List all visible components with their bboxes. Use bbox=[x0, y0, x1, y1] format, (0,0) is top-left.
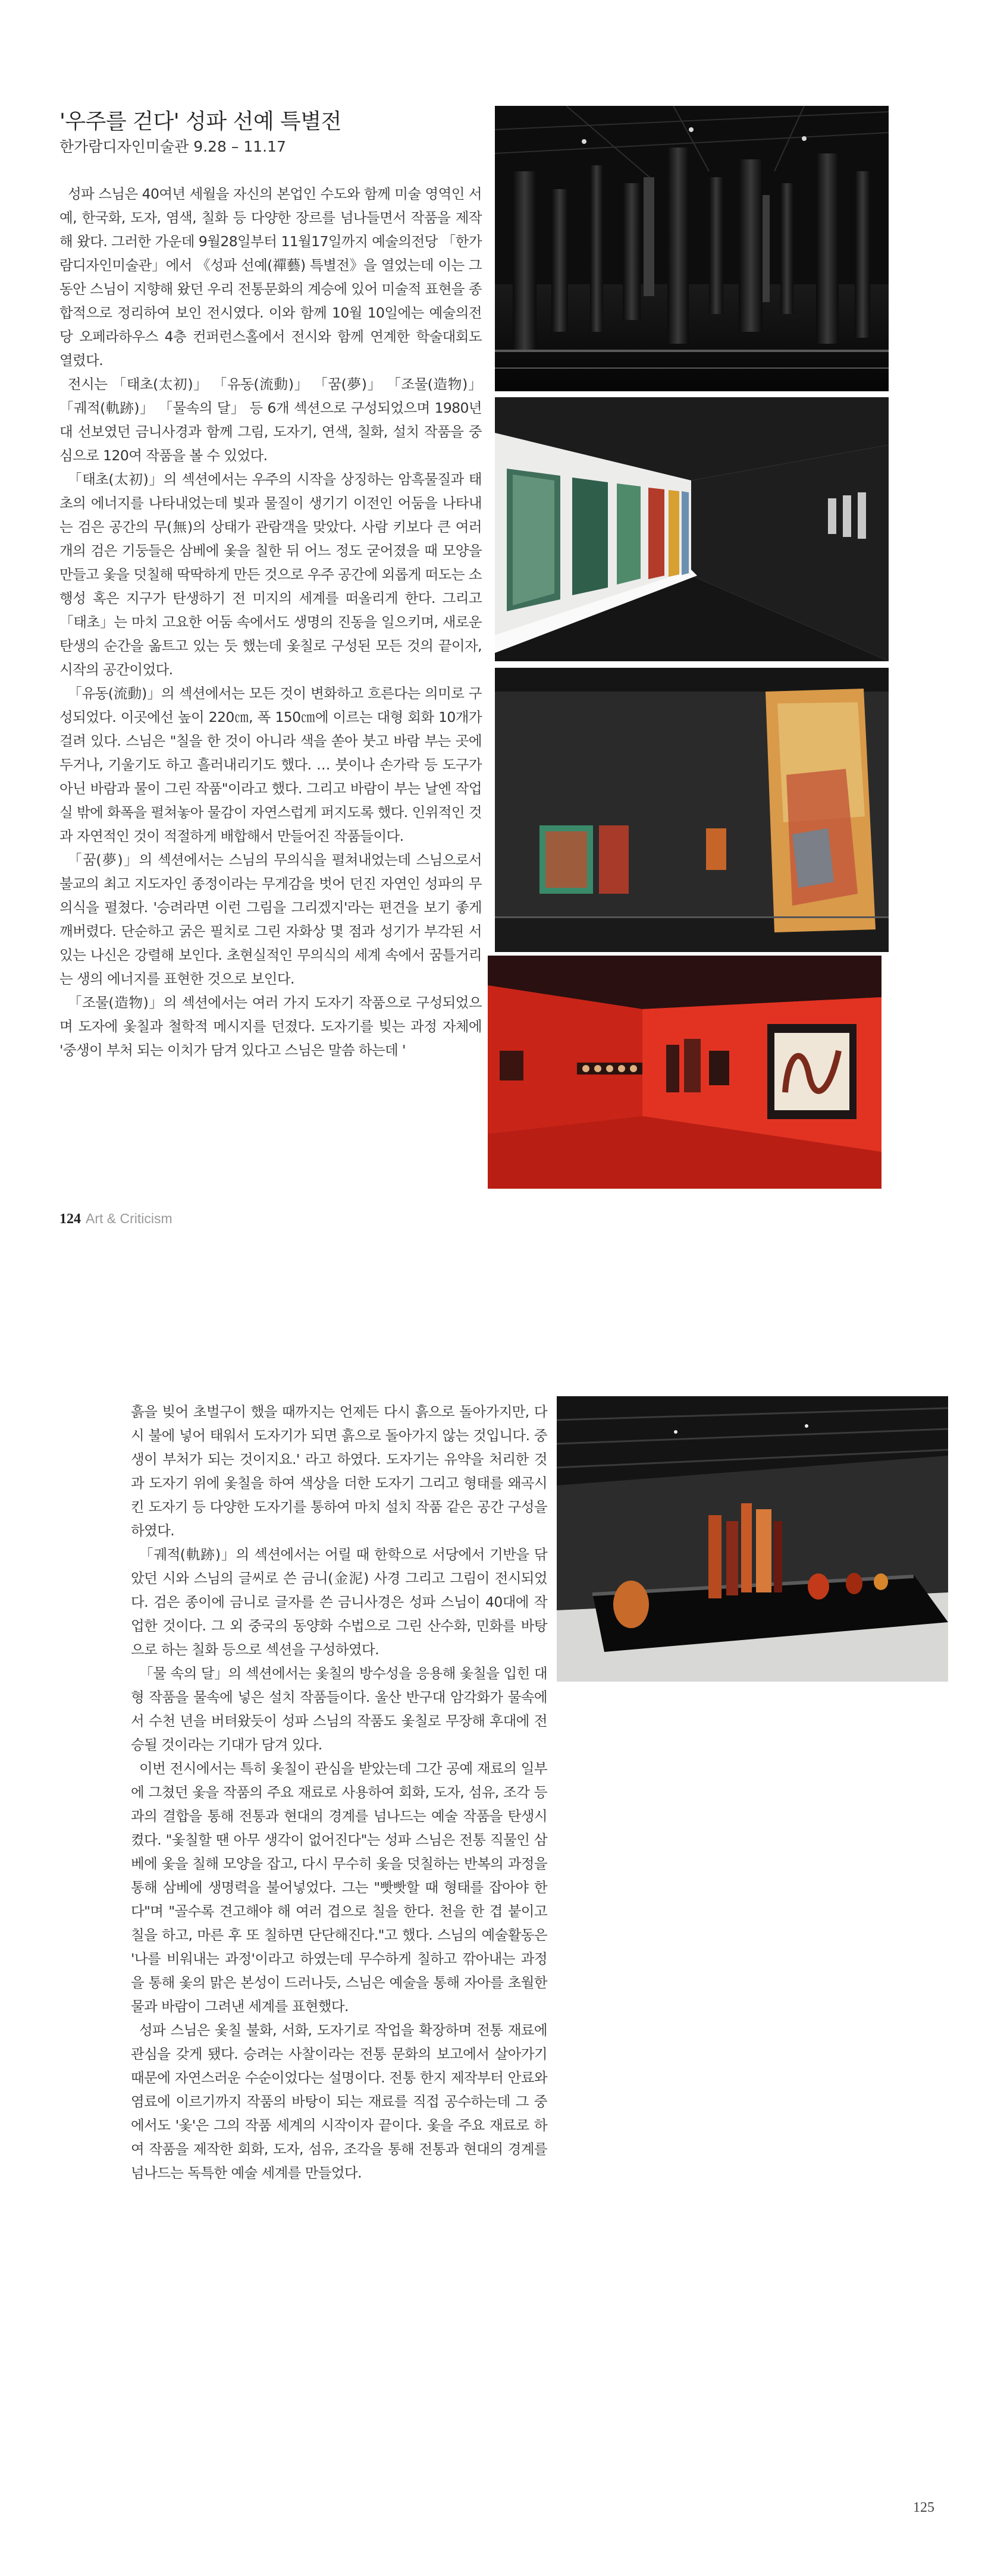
photo-yudong-paintings bbox=[495, 397, 889, 661]
paragraph: 성파 스님은 옻칠 불화, 서화, 도자기로 작업을 확장하며 전통 재료에 관심을 갖게 됐다. 승려는 사찰이라는 전통 문화의 보고에서 살아가기 때문에 자연스러운 수순이었다는 설명이다. 전통 한지 제작부터 안료와 염료에 이르기까지 작품의 바탕이 되는 재료를 직접 공수하는데 그 중에서도 '옻'은 그의 작품 세계의 시작이자 끝이다. 옻을 주요 재료로 하여 작품을 제작한 회화, 도자, 섬유, 조각을 통해 전통과 현대의 경계를 넘나드는 독특한 예술 세계를 만들었다. bbox=[131, 2022, 547, 2181]
right-page bbox=[0, 1288, 1007, 2576]
photo-yudong-hanging-canvas bbox=[495, 668, 889, 952]
photo-kkum-red-room bbox=[488, 956, 881, 1189]
folio-left bbox=[59, 1211, 172, 1227]
page-number: 125 bbox=[913, 2500, 934, 2515]
paragraph: 흙을 빚어 초벌구이 했을 때까지는 언제든 다시 흙으로 돌아가지만, 다시 불에 넣어 태워서 도자기가 되면 흙으로 돌아가지 않는 것입니다. 중생이 부처가 되는 것이지요.' 라고 하였다. 도자기는 유약을 처리한 것과 도자기 위에 옻칠을 하여 색상을 더한 도자기 그리고 형태를 왜곡시킨 도자기 등 다양한 도자기를 통하여 마치 설치 작품 같은 공간 구성을 하였다. bbox=[131, 1403, 547, 1539]
paragraph: 「태초(太初)」의 섹션에서는 우주의 시작을 상징하는 암흑물질과 태초의 에너지를 나타내었는데 빛과 물질이 생기기 이전인 어둠을 나타내는 검은 공간의 무(無)의 상태가 관람객을 맞았다. 사람 키보다 큰 여러 개의 검은 기둥들은 삼베에 옻을 칠한 뒤 어느 정도 굳어졌을 때 모양을 만들고 옻을 덧칠해 딱딱하게 만든 것으로 우주 공간에 외롭게 떠도는 소행성 혹은 지구가 탄생하기 전 미지의 세계를 떠올리게 한다. 그리고 「태초」는 마치 고요한 어둠 속에서도 생명의 진동을 일으키며, 새로운 탄생의 순간을 옮트고 있는 듯 했는데 옻칠로 구성된 모든 것의 끝이자, 시작의 공간이었다. bbox=[59, 471, 482, 678]
paragraph: 「물 속의 달」의 섹션에서는 옻칠의 방수성을 응용해 옻칠을 입힌 대형 작품을 물속에 넣은 설치 작품들이다. 울산 반구대 암각화가 물속에서 수천 년을 버텨왔듯이 성파 스님의 작품도 옻칠로 무장해 후대에 전승될 것이라는 기대가 담겨 있다. bbox=[131, 1665, 547, 1753]
photo-jomul-ceramics bbox=[557, 1396, 948, 1682]
right-body-text bbox=[131, 1400, 547, 2185]
paragraph: 이번 전시에서는 특히 옻칠이 관심을 받았는데 그간 공예 재료의 일부에 그쳤던 옻을 작품의 주요 재료로 사용하여 회화, 도자, 섬유, 조각 등과의 결합을 통해 전통과 현대의 경계를 넘나드는 예술 작품을 탄생시켰다. "옻칠할 땐 아무 생각이 없어진다"는 성파 스님은 전통 직물인 삼베에 옻을 칠해 모양을 잡고, 다시 무수히 옻을 덧칠하는 반복의 과정을 통해 삼베에 생명력을 불어넣었다. 그는 "빳빳할 때 형태를 잡아야 한다"며 "골수록 견고해야 해 여러 겹으로 칠을 한다. 천을 한 겹 붙이고 칠을 하고, 마른 후 또 칠하면 단단해진다."고 했다. 스님의 예술활동은 '나를 비워내는 과정'이라고 하였는데 무수하게 칠하고 깎아내는 과정을 통해 옻의 맑은 본성이 드러나듯, 스님은 예술을 통해 자아를 초월한 물과 바람이 그려낸 세계를 표현했다. bbox=[131, 1760, 547, 2015]
paragraph: 「궤적(軌跡)」의 섹션에서는 어릴 때 한학으로 서당에서 기반을 닦았던 시와 스님의 글씨로 쓴 금니(金泥) 사경 그리고 그림이 전시되었다. 검은 종이에 금니로 글자를 쓴 금니사경은 성파 스님이 40대에 작업한 것이다. 그 외 중국의 동양화 수법으로 그린 산수화, 민화를 바탕으로 하는 칠화 등으로 섹션을 구성하였다. bbox=[131, 1546, 547, 1658]
paragraph: 「조물(造物)」의 섹션에서는 여러 가지 도자기 작품으로 구성되었으며 도자에 옻칠과 철학적 메시지를 던졌다. 도자기를 빚는 과정 자체에 '중생이 부처 되는 이치가 담겨 있다고 스님은 말씀 하는데 ' bbox=[59, 994, 482, 1058]
section-name: Art & Criticism bbox=[86, 1211, 172, 1226]
article-subtitle: 한가람디자인미술관 9.28 – 11.17 bbox=[59, 138, 286, 155]
photo-taecho-columns bbox=[495, 106, 889, 391]
paragraph: 「유동(流動)」의 섹션에서는 모든 것이 변화하고 흐른다는 의미로 구성되었다. 이곳에선 높이 220㎝, 폭 150㎝에 이르는 대형 회화 10개가 걸려 있다. 스님은 "칠을 한 것이 아니라 색을 쏟아 붓고 바람 부는 곳에 두거나, 기울기도 하고 흘러내리기도 했다. … 붓이나 손가락 등 도구가 아닌 바람과 물이 그린 작품"이라고 했다. 그리고 바람이 부는 날엔 작업실 밖에 화폭을 펼쳐놓아 물감이 자연스럽게 퍼지도록 했다. 인위적인 것과 자연적인 것이 적절하게 배합해서 만들어진 작품들이다. bbox=[59, 685, 482, 844]
paragraph: 전시는 「태초(太初)」 「유동(流動)」 「꿈(夢)」 「조물(造物)」 「궤적(軌跡)」 「물속의 달」 등 6개 섹션으로 구성되었으며 1980년대 선보였던 금니사경과 함께 그림, 도자기, 연색, 칠화, 설치 작품을 중심으로 120여 작품을 볼 수 있었다. bbox=[59, 376, 482, 464]
article-title: '우주를 걷다' 성파 선예 특별전 bbox=[59, 109, 341, 134]
folio-right bbox=[913, 2500, 934, 2516]
paragraph: 성파 스님은 40여년 세월을 자신의 본업인 수도와 함께 미술 영역인 서예, 한국화, 도자, 염색, 칠화 등 다양한 장르를 넘나들면서 작품을 제작해 왔다. 그러한 가운데 9월28일부터 11월17일까지 예술의전당 「한가람디자인미술관」에서 《성파 선예(禪藝) 특별전》을 열었는데 이는 그동안 스님이 지향해 왔던 우리 전통문화의 계승에 있어 미술적 표현을 종합적으로 정리하여 보인 전시였다. 이와 함께 10월 10일에는 예술의전당 오페라하우스 4층 컨퍼런스홀에서 전시와 함께 연계한 학술대회도 열렸다. bbox=[59, 186, 482, 369]
paragraph: 「꿈(夢)」의 섹션에서는 스님의 무의식을 펼쳐내었는데 스님으로서 불교의 최고 지도자인 종정이라는 무게감을 벗어 던진 자연인 성파의 무의식을 펼쳤다. '승려라면 이런 그림을 그리겠지'라는 편견을 보기 좋게 깨버렸다. 단순하고 굵은 필치로 그린 자화상 몇 점과 성기가 부각된 서 있는 나신은 강렬해 보인다. 초현실적인 무의식의 세계 속에서 꿈틀거리는 생의 에너지를 표현한 것으로 보인다. bbox=[59, 852, 482, 987]
page-number: 124 bbox=[59, 1211, 81, 1227]
left-body-text bbox=[59, 182, 482, 1062]
